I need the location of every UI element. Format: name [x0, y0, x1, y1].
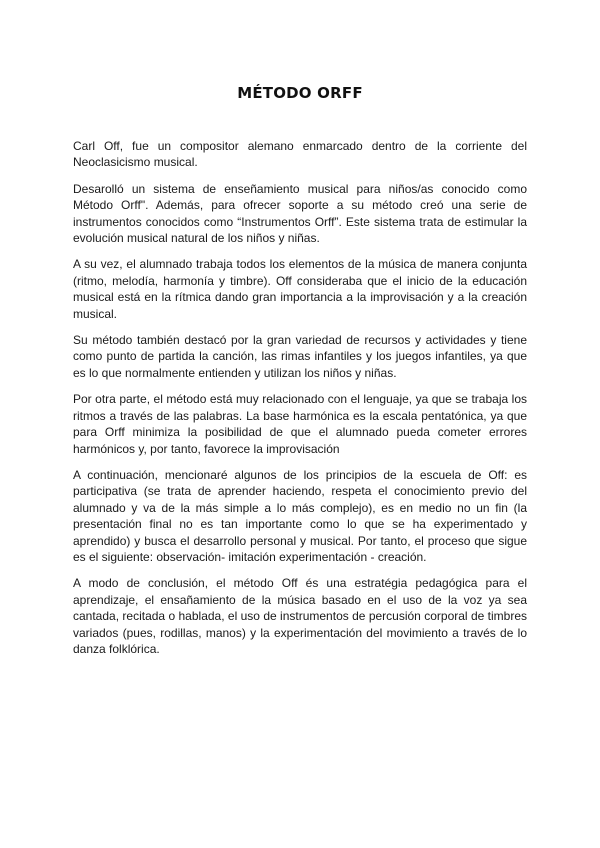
- paragraph-musical-elements: A su vez, el alumnado trabaja todos los elementos de la música de manera conjunta (ritmo, melodía, harmonía y timbre). Off consideraba que el inicio de la educación musical está en la rítmica dando gran importancia a la improvisación y a la creación musical.: [73, 257, 527, 321]
- document-title: MÉTODO ORFF: [237, 84, 363, 102]
- paragraph-conclusion: A modo de conclusión, el método Off és una estratégia pedagógica para el aprendizaje, el ensañamiento de la música basado en el uso de la voz ya sea cantada, recitada o hablada, el uso de instrumentos de percusión corporal de timbres variados (pues, rodillas, manos) y la experimentación del movimiento a través de lo danza folklórica.: [73, 576, 527, 656]
- document-body: [73, 138, 527, 667]
- paragraph-language-rhythm: Por otra parte, el método está muy relacionado con el lenguaje, ya que se trabaja los ritmos a través de las palabras. La base harmónica es la escala pentatónica, ya que para Orff minimiza la posibilidad de que el alumnado pueda cometer errores harmónicos y, por tanto, favorece la improvisación: [73, 392, 527, 456]
- paragraph-intro: Carl Off, fue un compositor alemano enmarcado dentro de la corriente del Neoclasicismo musical.: [73, 139, 527, 170]
- paragraph-resources: Su método también destacó por la gran variedad de recursos y actividades y tiene como punto de partida la canción, las rimas infantiles y los juegos infantiles, ya que es lo que normalmente entienden y utilizan los niños y niñas.: [73, 333, 527, 380]
- paragraph-method-system: Desarolló un sistema de enseñamiento musical para niños/as conocido como Método Orff". Además, para ofrecer soporte a su método creó una serie de instrumentos conocidos como “Instrumentos Orff”. Este sistema trata de estimular la evolución musical natural de los niños y niñas.: [73, 181, 527, 246]
- paragraph-principles: A continuación, mencionaré algunos de los principios de la escuela de Off: es participativa (se trata de aprender haciendo, respeta el conocimiento previo del alumnado y va de la más simple a lo más complejo), es en medio no un fin (la presentación final no es tan importante como lo que se ha experimentado y aprendido) y busca el desarrollo personal y musical. Por tanto, el proceso que sigue es el siguiente: observación- imitación experimentación - creación.: [73, 467, 527, 564]
